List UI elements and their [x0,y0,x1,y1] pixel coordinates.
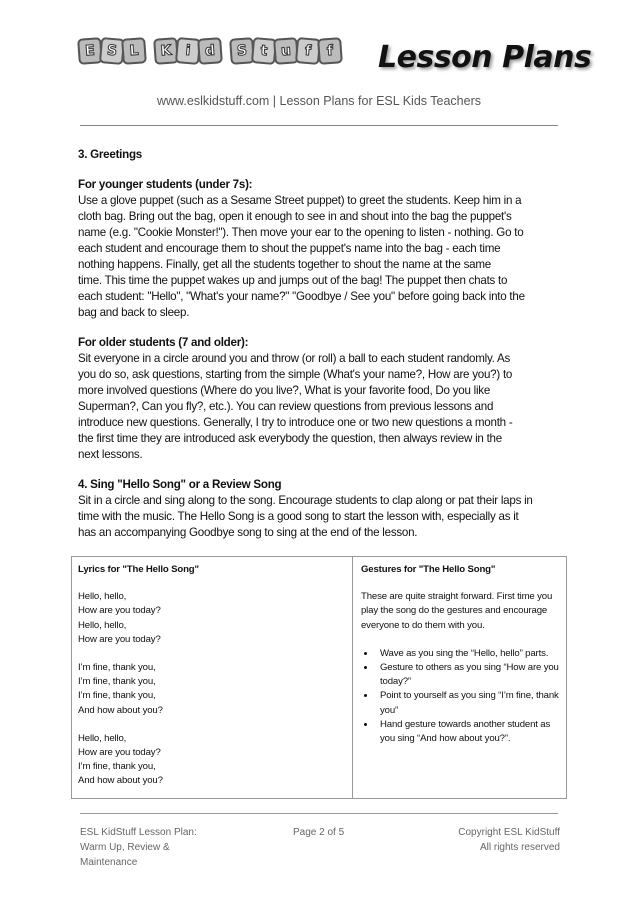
lyric-line: How are you today? [78,747,161,759]
footer-page-number: Page 2 of 5 [293,827,345,838]
text-line: Sit in a circle and sing along to the song. Encourage students to clap along or pat their laps in [78,494,533,507]
text-line: name (e.g. "Cookie Monster!"). Then move your ear to the opening to listen - nothing. Go to [78,226,524,239]
logo-letter-block: K [153,37,179,65]
hello-song-table [71,556,567,799]
site-subtitle: www.eslkidstuff.com | Lesson Plans for ESL Kids Teachers [157,94,481,108]
text-line: time with the music. The Hello Song is a good song to start the lesson with, especially as it [78,510,519,523]
lyric-line: I’m fine, thank you, [78,662,156,674]
text-line: you do so, ask questions, starting from the simple (What's your name?, How are you?) to [78,368,513,381]
lyric-line: And how about you? [78,775,163,787]
lyric-line: I’m fine, thank you, [78,761,156,773]
text-line: Warm Up, Review & [80,842,170,853]
logo-letter-block: S [229,37,255,65]
text-line: more involved questions (Where do you live?, What is your favorite food, Do you like [78,384,491,397]
lyrics-heading: Lyrics for "The Hello Song" [78,564,199,575]
greetings-heading: 3. Greetings [78,148,143,161]
text-line: Maintenance [80,857,138,868]
logo-letter-block: L [121,37,147,65]
gestures-heading: Gestures for "The Hello Song" [361,564,496,575]
text-line: Copyright ESL KidStuff [458,827,560,838]
gesture-item: • Gesture to others as you sing “How are you today?” [376,661,560,689]
gesture-item: • Point to yourself as you sing “I’m fine, thank you” [376,689,560,717]
logo-letter-block: E [77,37,103,65]
text-line: Use a glove puppet (such as a Sesame Street puppet) to greet the students. Keep him in a [78,194,522,207]
document-body [78,147,568,541]
logo-letter-block: d [197,37,223,65]
gestures-cell [353,557,567,799]
text-line: the first time they are introduced ask everybody the question, then always review in the [78,432,502,445]
logo-letter-block: f [295,37,321,65]
text-line: ESL KidStuff Lesson Plan: [80,827,197,838]
logo-letter-block: S [99,37,125,65]
text-line: next lessons. [78,448,143,461]
lyric-line: Hello, hello, [78,619,127,631]
text-line: introduce new questions. Generally, I try to introduce one or two new questions a month - [78,416,513,429]
text-line: cloth bag. Bring out the bag, open it enough to see in and shout into the bag the puppet's [78,210,512,223]
footer-left [80,825,197,870]
lyric-line: Hello, hello, [78,591,127,603]
text-line: each student: "Hello", "What's your name?" "Goodbye / See you" before going back into the [78,290,525,303]
logo-word [154,38,220,64]
lyric-line: Hello, hello, [78,732,127,744]
lyric-line: How are you today? [78,605,161,617]
gesture-item: • Wave as you sing the “Hello, hello” parts. [376,647,560,661]
lyric-line: How are you today? [78,633,161,645]
logo-letter-block: f [317,37,343,65]
lesson-plans-title: Lesson Plans [378,40,592,75]
lyrics-cell [72,557,353,799]
text-line: has an accompanying Goodbye song to sing at the end of the lesson. [78,526,418,539]
lyric-line: I’m fine, thank you, [78,676,156,688]
older-paragraph [78,351,568,463]
logo-word [78,38,144,64]
lyric-line: And how about you? [78,704,163,716]
gestures-list [361,647,560,746]
text-line: Sit everyone in a circle around you and throw (or roll) a ball to each student randomly. As [78,352,511,365]
text-line: All rights reserved [479,842,560,853]
footer-divider [80,813,558,814]
gestures-intro: These are quite straight forward. First time you play the song do the gestures and encourage everyone to do them with you. [361,591,553,631]
younger-paragraph [78,193,568,321]
text-line: Superman?, Can you fly?, etc.). You can review questions from previous lessons and [78,400,494,413]
text-line: time. This time the puppet wakes up and jumps out of the bag! The puppet then chats to [78,274,508,287]
footer-right [458,825,560,855]
text-line: nothing happens. Finally, get all the students together to shout the name at the same [78,258,491,271]
logo-letter-block: t [251,37,277,65]
esl-kid-stuff-logo [78,38,340,64]
younger-heading: For younger students (under 7s): [78,178,253,191]
lyric-line: I’m fine, thank you, [78,690,156,702]
logo-letter-block: u [273,37,299,65]
text-line: bag and back to sleep. [78,306,190,319]
song-heading: 4. Sing "Hello Song" or a Review Song [78,478,282,491]
logo-word [230,38,340,64]
header-divider [80,125,558,126]
gesture-item: • Hand gesture towards another student as you sing “And how about you?”. [376,718,560,746]
logo-letter-block: i [175,37,201,65]
text-line: each student and encourage them to shout the puppet's name into the bag - each time [78,242,501,255]
song-paragraph [78,493,568,541]
older-heading: For older students (7 and older): [78,336,249,349]
